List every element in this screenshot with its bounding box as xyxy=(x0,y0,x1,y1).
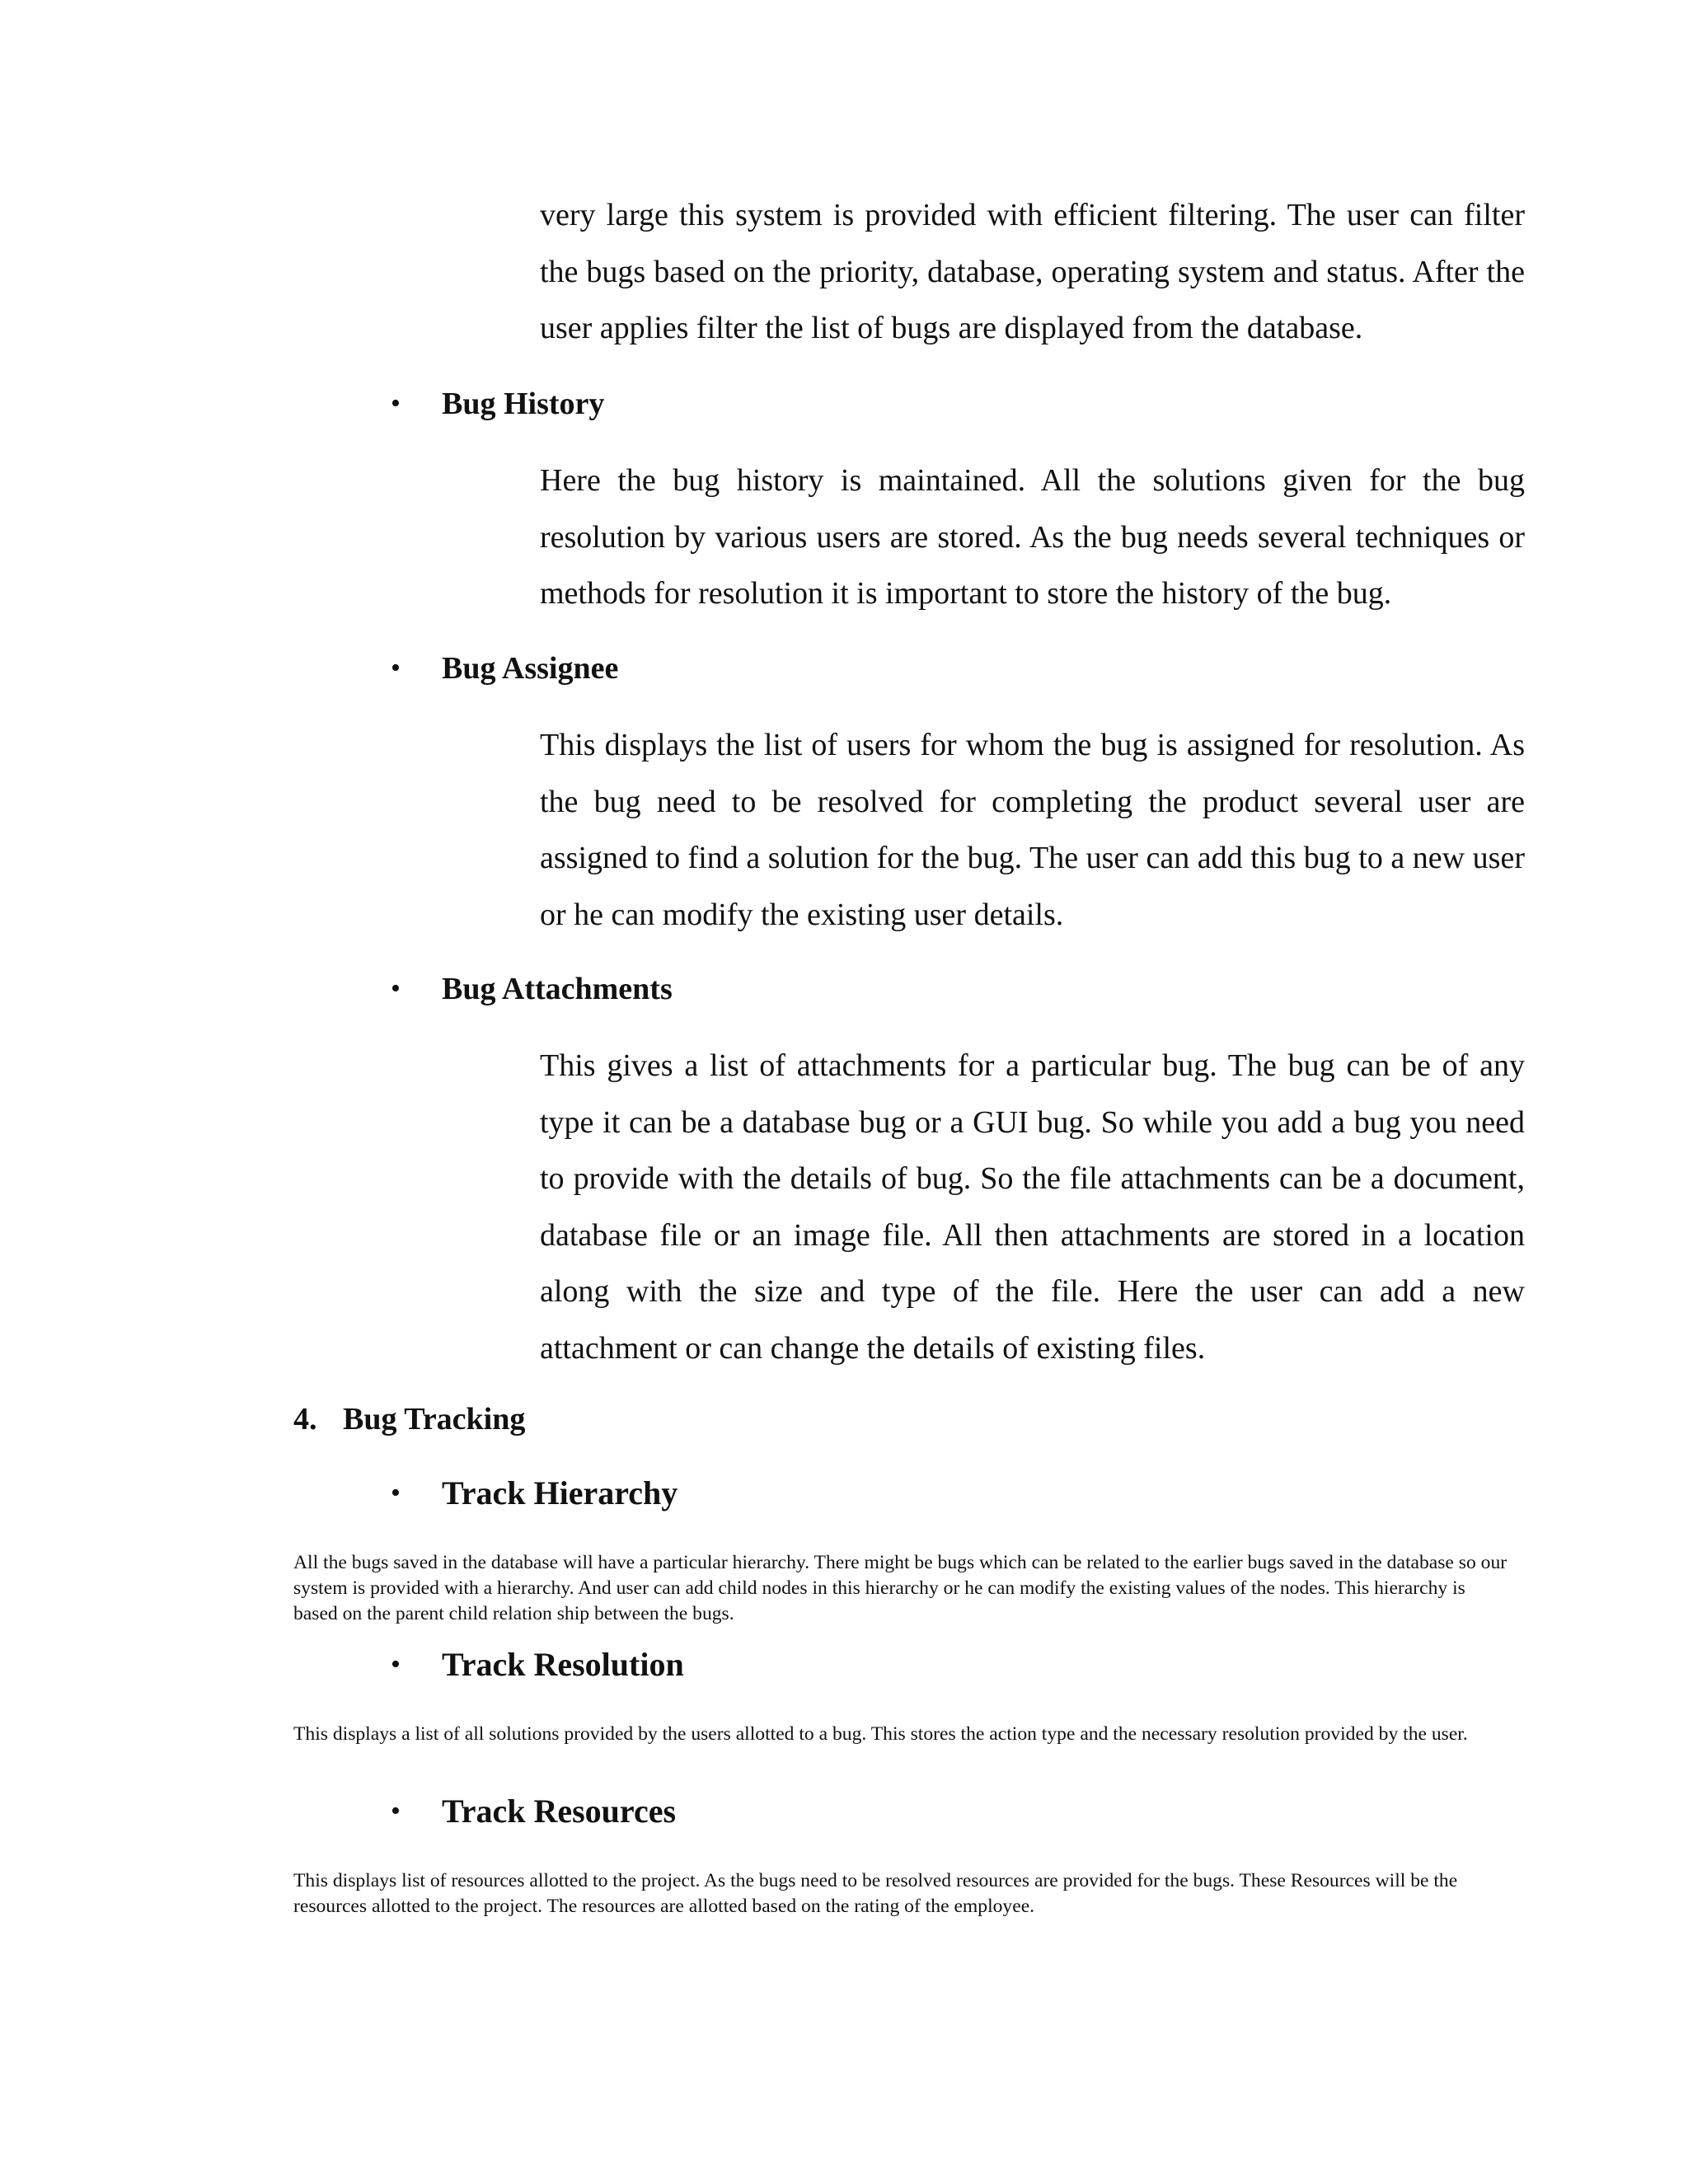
bug-history-heading: Bug History xyxy=(442,387,605,421)
bug-assignee-heading: Bug Assignee xyxy=(442,651,619,686)
track-resolution-heading: Track Resolution xyxy=(442,1646,684,1683)
bullet-item-bug-attachments xyxy=(391,968,673,1010)
bullet-icon: • xyxy=(391,653,401,683)
bug-attachments-heading: Bug Attachments xyxy=(442,972,673,1006)
bug-history-paragraph: Here the bug history is maintained. All the solutions given for the bug resolution by various users are stored. As the bug needs several techniques or methods for resolution it is important to store the history of the bug. xyxy=(540,463,1525,611)
bullet-icon: • xyxy=(391,1649,401,1680)
section-heading-bug-tracking xyxy=(293,1399,525,1440)
bug-assignee-paragraph: This displays the list of users for whom the bug is assigned for resolution. As the bug need to be resolved for completing the product several user are assigned to find a solution for the bug. The user can add this bug to a new user or he can modify the existing user details. xyxy=(540,728,1525,932)
bullet-icon: • xyxy=(391,973,401,1004)
track-resources-heading: Track Resources xyxy=(442,1793,677,1830)
intro-paragraph: very large this system is provided with efficient filtering. The user can filter the bugs based on the priority, database, operating system and status. After the user applies filter the list of bugs are displayed from the database. xyxy=(540,198,1525,345)
bullet-icon: • xyxy=(391,1796,401,1826)
bullet-item-bug-history xyxy=(391,383,604,424)
track-resolution-paragraph: This displays a list of all solutions provided by the users allotted to a bug. This stores the action type and the necessary resolution provided by the user. xyxy=(293,1723,1468,1745)
track-hierarchy-paragraph: All the bugs saved in the database will have a particular hierarchy. There might be bugs which can be related to the earlier bugs saved in the database so our system is provided with a hierarchy. And user can add child nodes in this hierarchy or he can modify the existing values of the nodes. This hierarchy is based on the parent child relation ship between the bugs. xyxy=(293,1552,1507,1624)
bullet-item-track-resources xyxy=(391,1791,676,1832)
section-title: Bug Tracking xyxy=(343,1402,526,1436)
bullet-item-track-resolution xyxy=(391,1644,684,1685)
track-hierarchy-heading: Track Hierarchy xyxy=(442,1474,678,1511)
section-number: 4. xyxy=(293,1402,317,1436)
bullet-icon: • xyxy=(391,388,401,419)
track-resources-paragraph: This displays list of resources allotted to the project. As the bugs need to be resolved resources are provided for the bugs. These Resources will be the resources allotted to the project. The resources are allotted based on the rating of the employee. xyxy=(293,1870,1458,1917)
bullet-item-bug-assignee xyxy=(391,648,618,689)
bug-attachments-paragraph: This gives a list of attachments for a particular bug. The bug can be of any type it can be a database bug or a GUI bug. So while you add a bug you need to provide with the details of bug. So the file attachments can be a document, database file or an image file. All then attachments are stored in a location along with the size and type of the file. Here the user can add a new attachment or can change the details of existing files. xyxy=(540,1048,1525,1366)
bullet-icon: • xyxy=(391,1478,401,1508)
bullet-item-track-hierarchy xyxy=(391,1473,678,1514)
